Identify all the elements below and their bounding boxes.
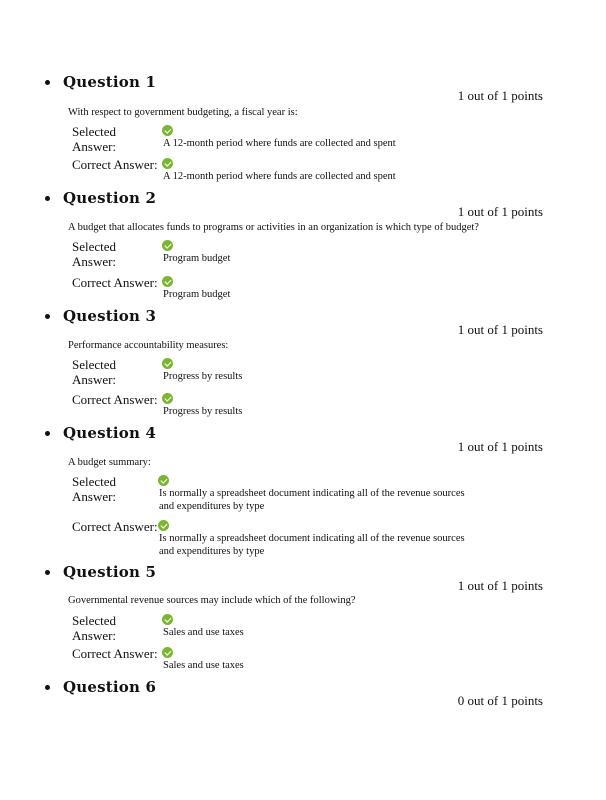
question-points: 1 out of 1 points bbox=[457, 322, 543, 337]
checkmark-circle-icon bbox=[162, 614, 173, 625]
bullet-icon bbox=[45, 196, 50, 201]
question-header bbox=[0, 72, 606, 103]
question-title: Question 6 bbox=[63, 678, 157, 696]
question-header bbox=[0, 306, 606, 337]
question-header bbox=[0, 423, 606, 454]
checkmark-circle-icon bbox=[162, 393, 173, 404]
selected-answer-value: Progress by results bbox=[163, 371, 243, 382]
checkmark-circle-icon bbox=[162, 276, 173, 287]
correct-answer-label: Correct Answer: bbox=[72, 157, 158, 172]
selected-answer-value: Sales and use taxes bbox=[163, 627, 244, 638]
question-item bbox=[0, 677, 606, 708]
question-points: 1 out of 1 points bbox=[457, 578, 543, 593]
checkmark-circle-icon bbox=[158, 475, 169, 486]
question-points: 1 out of 1 points bbox=[457, 204, 543, 219]
question-header bbox=[0, 188, 606, 219]
question-text: A budget summary: bbox=[68, 457, 151, 468]
bullet-icon bbox=[45, 80, 50, 85]
correct-answer-value: Program budget bbox=[163, 289, 231, 300]
selected-answer-label: Selected Answer: bbox=[72, 124, 117, 154]
question-title: Question 3 bbox=[63, 307, 157, 325]
question-title: Question 5 bbox=[63, 563, 157, 581]
selected-answer-label: Selected Answer: bbox=[72, 239, 117, 269]
checkmark-circle-icon bbox=[158, 520, 169, 531]
correct-answer-label: Correct Answer: bbox=[72, 519, 158, 534]
question-item bbox=[0, 562, 606, 671]
question-item bbox=[0, 188, 606, 300]
question-header bbox=[0, 677, 606, 708]
checkmark-circle-icon bbox=[162, 125, 173, 136]
question-title: Question 4 bbox=[63, 424, 157, 442]
question-header bbox=[0, 562, 606, 593]
question-item bbox=[0, 423, 606, 557]
selected-answer-value: Is normally a spreadsheet document indicating all of the revenue sources and expenditures by type bbox=[159, 488, 465, 512]
question-points: 0 out of 1 points bbox=[457, 693, 543, 708]
correct-answer-label: Correct Answer: bbox=[72, 392, 158, 407]
correct-answer-value: A 12-month period where funds are collected and spent bbox=[163, 171, 396, 182]
question-text: Performance accountability measures: bbox=[68, 340, 229, 351]
selected-answer-label: Selected Answer: bbox=[72, 613, 117, 643]
question-text: Governmental revenue sources may include which of the following? bbox=[68, 595, 356, 606]
checkmark-circle-icon bbox=[162, 158, 173, 169]
bullet-icon bbox=[45, 431, 50, 436]
selected-answer-label: Selected Answer: bbox=[72, 474, 117, 504]
selected-answer-value: A 12-month period where funds are collected and spent bbox=[163, 138, 396, 149]
correct-answer-value: Progress by results bbox=[163, 406, 243, 417]
correct-answer-value: Is normally a spreadsheet document indicating all of the revenue sources and expenditures by type bbox=[159, 533, 465, 557]
selected-answer-label: Selected Answer: bbox=[72, 357, 117, 387]
bullet-icon bbox=[45, 685, 50, 690]
checkmark-circle-icon bbox=[162, 358, 173, 369]
correct-answer-value: Sales and use taxes bbox=[163, 660, 244, 671]
checkmark-circle-icon bbox=[162, 240, 173, 251]
bullet-icon bbox=[45, 570, 50, 575]
question-points: 1 out of 1 points bbox=[457, 439, 543, 454]
bullet-icon bbox=[45, 314, 50, 319]
correct-answer-label: Correct Answer: bbox=[72, 646, 158, 661]
question-points: 1 out of 1 points bbox=[457, 88, 543, 103]
selected-answer-value: Program budget bbox=[163, 253, 231, 264]
question-item bbox=[0, 306, 606, 417]
checkmark-circle-icon bbox=[162, 647, 173, 658]
question-title: Question 2 bbox=[63, 189, 157, 207]
question-title: Question 1 bbox=[63, 73, 157, 91]
question-item bbox=[0, 72, 606, 182]
correct-answer-label: Correct Answer: bbox=[72, 275, 158, 290]
question-text: With respect to government budgeting, a fiscal year is: bbox=[68, 107, 298, 118]
question-text: A budget that allocates funds to programs or activities in an organization is which type of budget? bbox=[68, 222, 479, 233]
